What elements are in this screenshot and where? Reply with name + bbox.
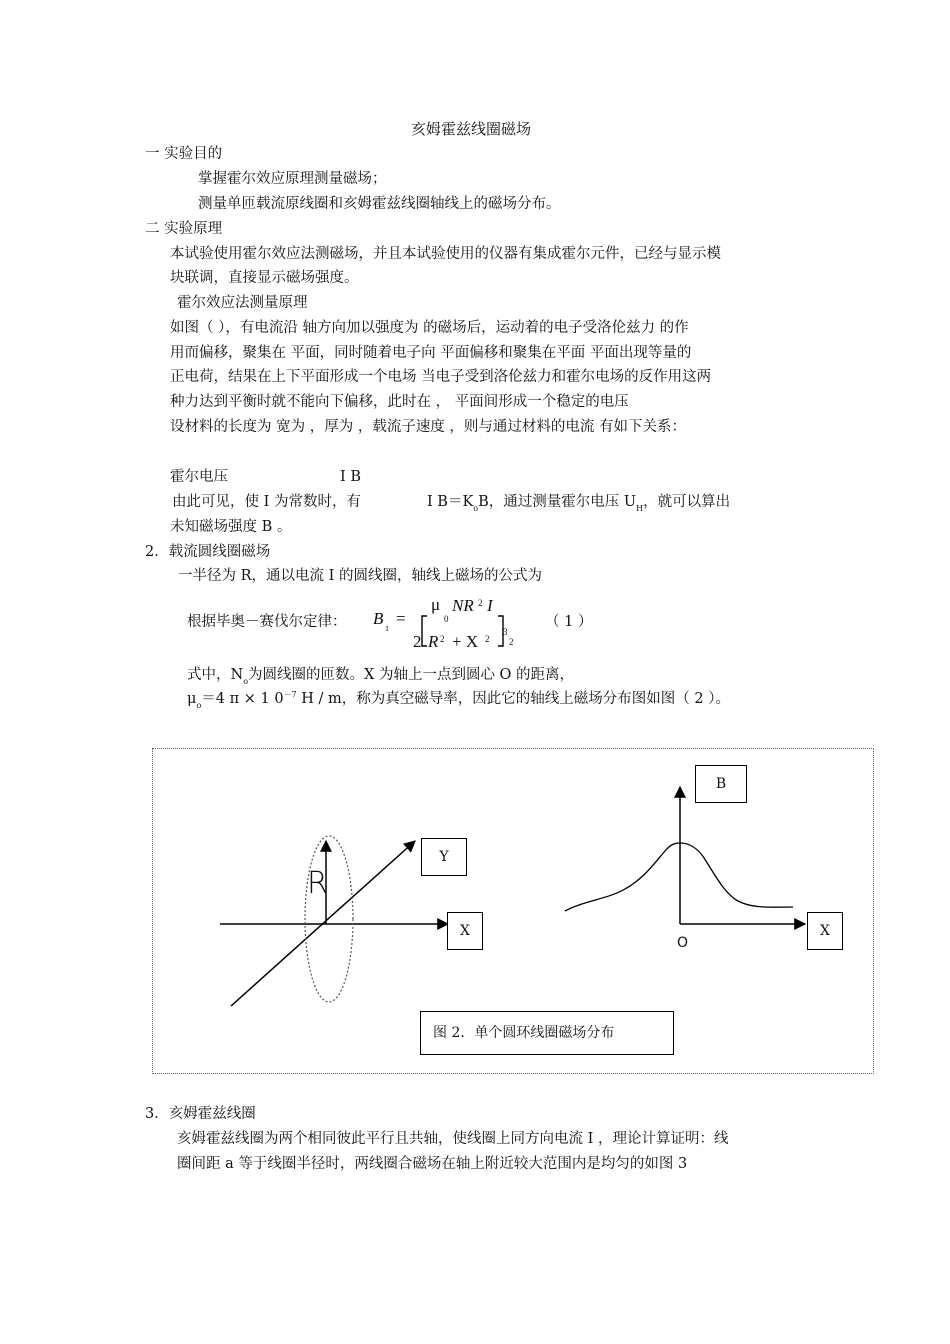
section-2-heading: 二 实验原理: [145, 221, 223, 237]
conclusion-line-2: 未知磁场强度 B 。: [170, 519, 292, 535]
eq-equals: =: [396, 609, 406, 628]
r-label: R: [307, 866, 328, 901]
eq-number: （ 1 ）: [545, 614, 593, 630]
relation-line: 设材料的长度为 宽为 ，厚为 ，载流子速度 ，则与通过材料的电流 有如下关系：: [170, 419, 687, 435]
eq-lhs-sub: 1: [385, 624, 389, 633]
eq-den-plus: + X: [452, 632, 479, 651]
hall-voltage-label: 霍尔电压: [170, 469, 228, 485]
where-line: 式中，$N_o$为圆线圈的匝数。X 为轴上一点到圆心 O 的距离，: [187, 667, 575, 686]
eq-num: NR: [452, 596, 474, 615]
hall-voltage-expr: I B: [340, 469, 361, 485]
intro-line-1: 本试验使用霍尔效应法测磁场，并且本试验使用的仪器有集成霍尔元件，已经与显示模: [170, 246, 721, 262]
eq-den-r: R: [428, 632, 439, 651]
eq-lhs: B: [373, 609, 384, 628]
hall-para-line-2: 用而偏移，聚集在 平面，同时随着电子向 平面偏移和聚集在平面 平面出现等量的: [170, 345, 692, 361]
biot-savart-label: 根据毕奥－赛伐尔定律：: [187, 614, 347, 630]
section-1-heading: 一 实验目的: [145, 146, 223, 162]
helmholtz-line-1: 亥姆霍兹线圈为两个相同彼此平行且共轴，使线圈上同方向电流 I ，理论计算证明：线: [177, 1131, 729, 1147]
eq-num-sup: 2: [478, 598, 483, 608]
eq-den-r-sup: 2: [440, 634, 445, 644]
conclusion-line-1: 由此可见，使 I 为常数时，有 I $B=K_oB$，通过测量霍尔电压 $U_H$，就可以算出: [172, 494, 731, 513]
field-curve: [565, 843, 793, 911]
y-axis-label-box: Y: [421, 838, 467, 876]
helmholtz-line-2: 圈间距 a 等于线圈半径时，两线圈合磁场在轴上附近较大范围内是均匀的如图 3: [177, 1156, 688, 1172]
section-2-2-title: 2．载流圆线圈磁场: [145, 544, 271, 560]
b-axis-label-box: B: [695, 765, 747, 803]
eq-brackets: [418, 612, 508, 650]
eq-den-2: 2: [413, 632, 422, 651]
eq-mu: μ: [431, 595, 441, 614]
eq-exp: 3: [503, 627, 508, 637]
eq-exp-den: 2: [509, 637, 514, 647]
hall-principle-title: 霍尔效应法测量原理: [177, 295, 308, 311]
section-3-title: 3．亥姆霍兹线圈: [145, 1106, 256, 1122]
eq-num-i: I: [487, 596, 493, 615]
hall-para-line-3: 正电荷，结果在上下平面形成一个电场 当电子受到洛伦兹力和霍尔电场的反作用这两: [170, 369, 712, 385]
hall-para-line-1: 如图（ ），有电流沿 轴方向加以强度为 的磁场后，运动着的电子受洛伦兹力 的作: [170, 320, 689, 336]
right-x-axis-label-box: X: [807, 912, 843, 950]
coil-intro: 一半径为 R，通以电流 I 的圆线圈，轴线上磁场的公式为: [178, 568, 542, 584]
objective-item-2: 测量单匝载流原线圈和亥姆霍兹线圈轴线上的磁场分布。: [198, 196, 561, 212]
eq-mu-sub: 0: [444, 614, 449, 624]
objective-item-1: 掌握霍尔效应原理测量磁场；: [198, 171, 387, 187]
origin-label: O: [677, 935, 689, 951]
figure-caption: 图 2．单个圆环线圈磁场分布: [420, 1011, 674, 1055]
page-title: 亥姆霍兹线圈磁场: [411, 120, 532, 138]
hall-para-line-4: 种力达到平衡时就不能向下偏移，此时在 ， 平面间形成一个稳定的电压: [170, 394, 629, 410]
figure-2: [152, 748, 874, 1074]
intro-line-2: 块联调，直接显示磁场强度。: [170, 270, 359, 286]
eq-den-x-sup: 2: [485, 634, 490, 644]
left-x-axis-label-box: X: [447, 912, 483, 950]
mu-line: $\mu_o=4$ π × 1 $0^{-7}$ H / m，称为真空磁导率，因此它的轴线上磁场分布图如图（ 2 ）。: [187, 690, 730, 710]
